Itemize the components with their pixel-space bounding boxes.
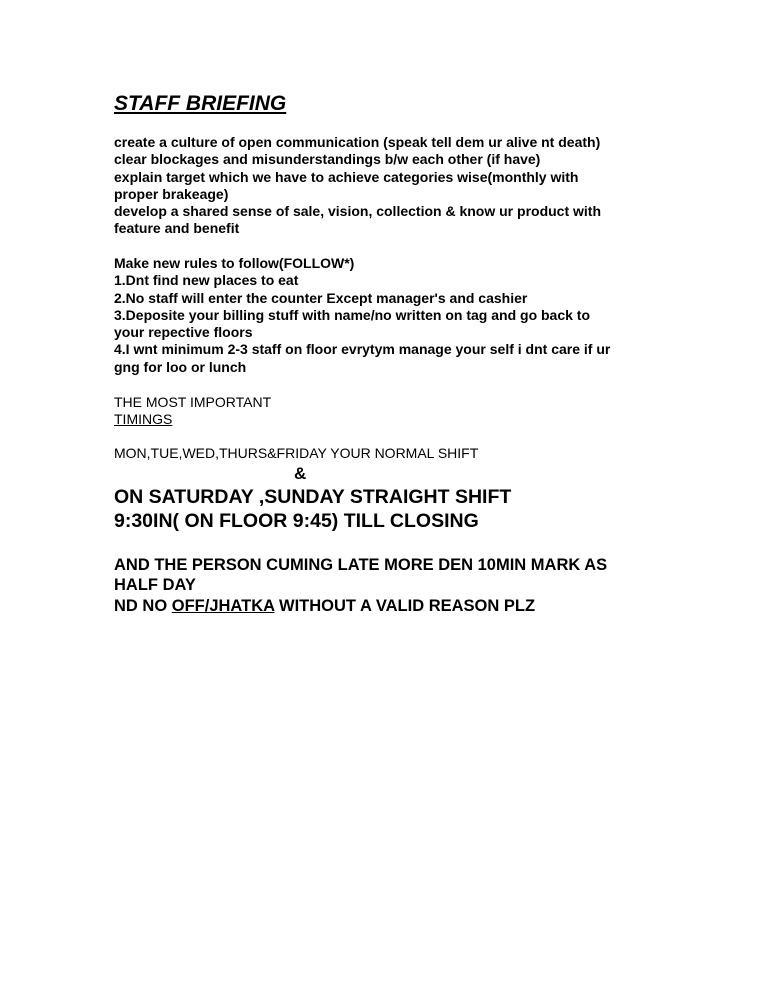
rule-item: your repective floors	[114, 324, 253, 341]
timings-heading: TIMINGS	[114, 411, 173, 427]
off-jhatka-underlined: OFF/JHATKA	[171, 597, 275, 615]
late-rule-line: AND THE PERSON CUMING LATE MORE DEN 10MIN MARK AS	[114, 556, 608, 574]
rules-heading: Make new rules to follow(FOLLOW*)	[114, 255, 355, 271]
intro-line: clear blockages and misunderstandings b/w each other (if have)	[114, 151, 541, 168]
rule-item: 4.I wnt minimum 2-3 staff on floor evrytym manage your self i dnt care if ur	[114, 341, 611, 358]
off-rule-suffix: WITHOUT A VALID REASON PLZ	[274, 597, 536, 615]
intro-line: proper brakeage)	[114, 185, 229, 202]
intro-line: explain target which we have to achieve categories wise(monthly with	[114, 168, 579, 185]
rule-item: 1.Dnt find new places to eat	[114, 272, 299, 289]
weekend-timing-line: 9:30IN( ON FLOOR 9:45) TILL CLOSING	[114, 510, 479, 532]
ampersand: &	[294, 464, 307, 483]
weekend-shift-line: ON SATURDAY ,SUNDAY STRAIGHT SHIFT	[114, 486, 512, 508]
off-rule-line	[114, 596, 535, 616]
intro-line: feature and benefit	[114, 220, 240, 237]
late-rule-line: HALF DAY	[114, 576, 196, 594]
weekday-shift-text: MON,TUE,WED,THURS&FRIDAY YOUR NORMAL SHIFT	[114, 445, 479, 461]
rule-item: gng for loo or lunch	[114, 358, 247, 375]
page-title: STAFF BRIEFING	[114, 92, 287, 115]
most-important-label: THE MOST IMPORTANT	[114, 394, 272, 410]
rule-item: 3.Deposite your billing stuff with name/no written on tag and go back to	[114, 306, 591, 323]
intro-paragraph	[114, 134, 601, 238]
rules-list	[114, 255, 610, 376]
intro-line: create a culture of open communication (speak tell dem ur alive nt death)	[114, 134, 601, 150]
intro-line: develop a shared sense of sale, vision, collection & know ur product with	[114, 203, 601, 220]
off-rule-prefix: ND NO	[114, 597, 172, 615]
rule-item: 2.No staff will enter the counter Except manager's and cashier	[114, 289, 528, 306]
